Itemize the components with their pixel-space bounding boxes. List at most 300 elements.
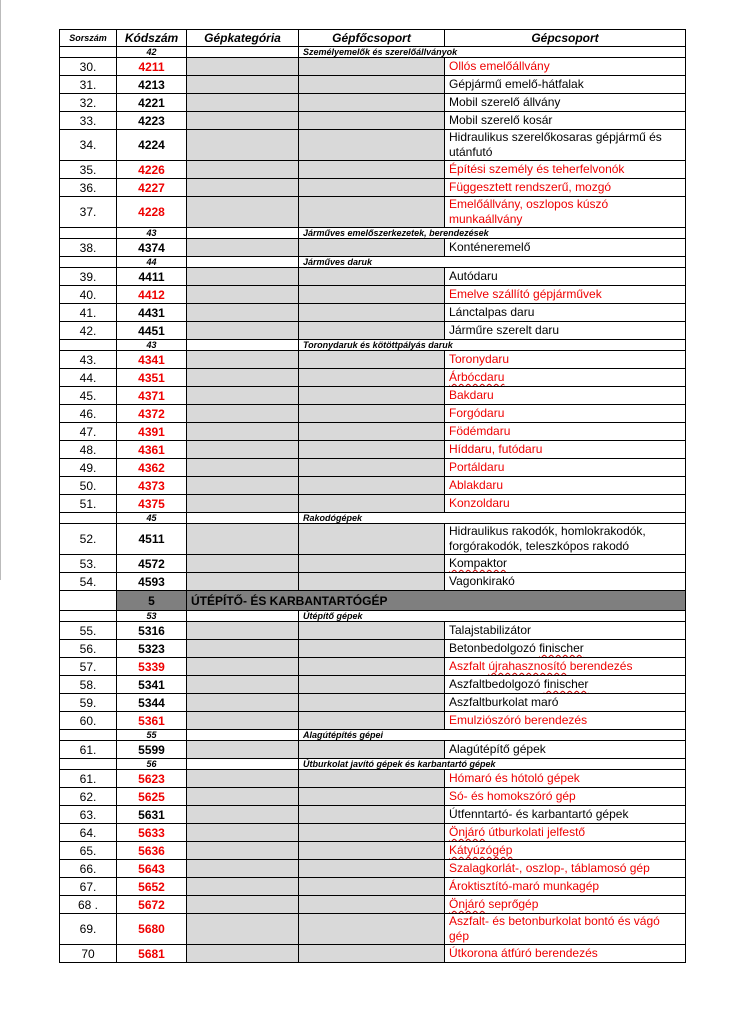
row-main-group-cell [299,94,445,112]
row-code: 5339 [117,658,187,676]
table-row [60,322,686,340]
section-title: Rakodógépek [299,513,686,524]
row-number: 54. [60,573,117,591]
row-code: 5341 [117,676,187,694]
row-group-name: Só- és homokszóró gép [445,788,686,806]
row-main-group-cell [299,112,445,130]
row-main-group-cell [299,573,445,591]
section-code: 45 [117,513,187,524]
section-title: Útépítő gépek [299,611,686,622]
section-row [60,730,686,741]
page-edge-line [0,0,1,580]
table-row [60,423,686,441]
section-number-cell [60,47,117,58]
row-group-name: Útkorona átfúró berendezés [445,945,686,963]
row-group-name: Szalagkorlát-, oszlop-, táblamosó gép [445,860,686,878]
row-number: 56. [60,640,117,658]
row-category-cell [187,179,299,197]
section-category-cell [187,257,299,268]
row-code: 4371 [117,387,187,405]
main-group-number-cell [60,591,117,611]
spellcheck-underline: finischer [539,641,584,655]
row-code: 4227 [117,179,187,197]
row-number: 31. [60,76,117,94]
section-title: Járműves emelőszerkezetek, berendezések [299,228,686,239]
row-category-cell [187,896,299,914]
header-gepfocsoport: Gépfőcsoport [299,30,445,47]
row-code: 5633 [117,824,187,842]
table-row [60,58,686,76]
row-group-name: Emulziószóró berendezés [445,712,686,730]
row-category-cell [187,945,299,963]
section-title: Személyemelők és szerelőállványok [299,47,686,58]
row-category-cell [187,622,299,640]
table-row [60,130,686,161]
row-number: 60. [60,712,117,730]
section-row [60,257,686,268]
table-row [60,94,686,112]
row-main-group-cell [299,945,445,963]
row-code: 4372 [117,405,187,423]
row-number: 70 [60,945,117,963]
row-code: 4593 [117,573,187,591]
section-title: Útburkolat javító gépek és karbantartó gépek [299,759,686,770]
row-number: 68 . [60,896,117,914]
row-group-name: Emelve szállító gépjárművek [445,286,686,304]
table-row [60,806,686,824]
table-row [60,387,686,405]
table-row [60,914,686,945]
table-row [60,573,686,591]
machine-category-table [59,29,686,963]
row-main-group-cell [299,860,445,878]
row-number: 66. [60,860,117,878]
section-row [60,513,686,524]
row-category-cell [187,441,299,459]
row-main-group-cell [299,555,445,573]
row-number: 46. [60,405,117,423]
row-category-cell [187,369,299,387]
row-code: 5623 [117,770,187,788]
table-row [60,694,686,712]
row-main-group-cell [299,896,445,914]
row-main-group-cell [299,405,445,423]
table-row [60,676,686,694]
row-number: 32. [60,94,117,112]
row-main-group-cell [299,788,445,806]
main-group-code: 5 [117,591,187,611]
row-main-group-cell [299,824,445,842]
row-number: 36. [60,179,117,197]
row-code: 5672 [117,896,187,914]
row-group-name: Emelőállvány, oszlopos kúszó munkaállvány [445,197,686,228]
section-row [60,759,686,770]
spellcheck-underline: Önjáró [449,897,486,911]
table-row [60,524,686,555]
row-group-name: Alagútépítő gépek [445,741,686,759]
row-main-group-cell [299,76,445,94]
table-row [60,741,686,759]
row-code: 5361 [117,712,187,730]
row-code: 5636 [117,842,187,860]
row-group-name: Konténeremelő [445,239,686,257]
row-category-cell [187,658,299,676]
spellcheck-underline: újrahasznosító [488,659,567,673]
table-row [60,369,686,387]
row-main-group-cell [299,179,445,197]
row-code: 4226 [117,161,187,179]
section-category-cell [187,340,299,351]
row-group-name: Önjáró útburkolati jelfestő [445,824,686,842]
table-row [60,896,686,914]
row-main-group-cell [299,239,445,257]
table-row [60,640,686,658]
row-category-cell [187,477,299,495]
row-category-cell [187,555,299,573]
row-code: 4391 [117,423,187,441]
row-code: 4511 [117,524,187,555]
row-code: 4412 [117,286,187,304]
section-code: 55 [117,730,187,741]
row-group-name: Aszfalt újrahasznosító berendezés [445,658,686,676]
header-gepkategoria: Gépkategória [187,30,299,47]
row-category-cell [187,712,299,730]
row-category-cell [187,130,299,161]
row-category-cell [187,806,299,824]
row-main-group-cell [299,58,445,76]
row-main-group-cell [299,441,445,459]
row-main-group-cell [299,694,445,712]
row-main-group-cell [299,640,445,658]
spellcheck-underline: Kátyúzógép [449,843,513,857]
section-number-cell [60,340,117,351]
row-category-cell [187,286,299,304]
row-category-cell [187,304,299,322]
header-kodszam: Kódszám [117,30,187,47]
row-group-name: Aszfaltbedolgozó finischer [445,676,686,694]
row-code: 4223 [117,112,187,130]
row-number: 48. [60,441,117,459]
row-code: 4362 [117,459,187,477]
row-number: 51. [60,495,117,513]
spellcheck-underline: Járműves [303,257,346,267]
row-main-group-cell [299,842,445,860]
section-row [60,611,686,622]
row-main-group-cell [299,423,445,441]
row-code: 5680 [117,914,187,945]
row-category-cell [187,770,299,788]
row-code: 4211 [117,58,187,76]
row-number: 58. [60,676,117,694]
row-group-name: Mobil szerelő állvány [445,94,686,112]
row-number: 67. [60,878,117,896]
row-group-name: Födémdaru [445,423,686,441]
section-number-cell [60,730,117,741]
row-number: 50. [60,477,117,495]
row-code: 4431 [117,304,187,322]
spellcheck-underline: Járműves [303,228,346,238]
row-group-name: Hidraulikus rakodók, homlokrakodók, forgórakodók, teleszkópos rakodó [445,524,686,555]
row-category-cell [187,405,299,423]
row-number: 61. [60,741,117,759]
row-main-group-cell [299,676,445,694]
section-category-cell [187,611,299,622]
row-code: 4374 [117,239,187,257]
row-category-cell [187,112,299,130]
row-main-group-cell [299,369,445,387]
row-group-name: Hómaró és hótoló gépek [445,770,686,788]
section-code: 43 [117,340,187,351]
row-group-name: Bakdaru [445,387,686,405]
table-row [60,945,686,963]
row-number: 55. [60,622,117,640]
section-title: Toronydaruk és kötöttpályás daruk [299,340,686,351]
row-number: 43. [60,351,117,369]
row-main-group-cell [299,741,445,759]
row-group-name: Járműre szerelt daru [445,322,686,340]
table-row [60,161,686,179]
row-code: 5681 [117,945,187,963]
main-group-title: ÚTÉPÍTŐ- ÉS KARBANTARTÓGÉP [187,591,686,611]
table-row [60,197,686,228]
row-group-name [445,369,686,387]
table-row [60,179,686,197]
row-category-cell [187,161,299,179]
table-row [60,112,686,130]
section-code: 44 [117,257,187,268]
row-code: 5323 [117,640,187,658]
spellcheck-underline: Önjáró [449,825,486,839]
row-main-group-cell [299,495,445,513]
spellcheck-underline: Kompaktor [449,556,508,570]
spellcheck-underline: finischer [543,677,589,691]
row-group-name: Portáldaru [445,459,686,477]
row-number: 38. [60,239,117,257]
table-row [60,658,686,676]
row-main-group-cell [299,197,445,228]
row-group-name [445,842,686,860]
row-code: 4341 [117,351,187,369]
table-row [60,441,686,459]
row-group-name: Aszfalt- és betonburkolat bontó és vágó gép [445,914,686,945]
row-code: 4361 [117,441,187,459]
row-group-name: Betonbedolgozó finischer [445,640,686,658]
section-code: 56 [117,759,187,770]
row-group-name: Építési személy és teherfelvonók [445,161,686,179]
row-main-group-cell [299,878,445,896]
row-group-name: Toronydaru [445,351,686,369]
row-number: 41. [60,304,117,322]
table-row [60,860,686,878]
row-main-group-cell [299,658,445,676]
row-main-group-cell [299,268,445,286]
row-category-cell [187,524,299,555]
row-number: 30. [60,58,117,76]
row-group-name [445,555,686,573]
row-number: 49. [60,459,117,477]
row-category-cell [187,197,299,228]
row-group-name: Mobil szerelő kosár [445,112,686,130]
row-main-group-cell [299,770,445,788]
row-category-cell [187,860,299,878]
row-main-group-cell [299,712,445,730]
row-code: 4221 [117,94,187,112]
row-category-cell [187,741,299,759]
row-group-name: Forgódaru [445,405,686,423]
row-category-cell [187,676,299,694]
row-code: 5599 [117,741,187,759]
row-category-cell [187,423,299,441]
table-row [60,459,686,477]
row-group-name: Talajstabilizátor [445,622,686,640]
row-number: 59. [60,694,117,712]
row-category-cell [187,824,299,842]
row-code: 5631 [117,806,187,824]
row-group-name: Önjáró seprőgép [445,896,686,914]
row-number: 69. [60,914,117,945]
row-category-cell [187,788,299,806]
row-main-group-cell [299,524,445,555]
row-number: 40. [60,286,117,304]
section-row [60,340,686,351]
row-number: 64. [60,824,117,842]
table-row [60,304,686,322]
row-category-cell [187,322,299,340]
row-group-name: Hidraulikus szerelőkosaras gépjármű és utánfutó [445,130,686,161]
row-category-cell [187,58,299,76]
row-code: 5652 [117,878,187,896]
main-group-row [60,591,686,611]
row-number: 62. [60,788,117,806]
row-code: 4213 [117,76,187,94]
row-code: 4451 [117,322,187,340]
table-row [60,622,686,640]
row-code: 4373 [117,477,187,495]
table-row [60,824,686,842]
row-category-cell [187,76,299,94]
row-main-group-cell [299,459,445,477]
row-number: 52. [60,524,117,555]
section-number-cell [60,257,117,268]
row-number: 44. [60,369,117,387]
section-number-cell [60,611,117,622]
header-row [60,30,686,47]
section-number-cell [60,759,117,770]
row-code: 4224 [117,130,187,161]
section-code: 53 [117,611,187,622]
row-group-name: Útfenntartó- és karbantartó gépek [445,806,686,824]
row-main-group-cell [299,914,445,945]
row-main-group-cell [299,622,445,640]
section-category-cell [187,228,299,239]
row-group-name: Ároktisztító-maró munkagép [445,878,686,896]
table-row [60,405,686,423]
row-code: 4228 [117,197,187,228]
spellcheck-underline: Árbócdaru [449,370,505,384]
row-main-group-cell [299,806,445,824]
row-category-cell [187,878,299,896]
section-category-cell [187,730,299,741]
row-code: 5344 [117,694,187,712]
table-row [60,268,686,286]
row-number: 61. [60,770,117,788]
row-number: 37. [60,197,117,228]
section-row [60,228,686,239]
row-group-name: Konzoldaru [445,495,686,513]
table-row [60,555,686,573]
row-number: 39. [60,268,117,286]
section-title: Alagútépítés gépei [299,730,686,741]
row-category-cell [187,94,299,112]
table-row [60,712,686,730]
row-number: 35. [60,161,117,179]
row-number: 45. [60,387,117,405]
table-row [60,770,686,788]
row-main-group-cell [299,304,445,322]
table-row [60,495,686,513]
row-main-group-cell [299,477,445,495]
table-row [60,878,686,896]
row-group-name: Autódaru [445,268,686,286]
row-number: 65. [60,842,117,860]
row-code: 4411 [117,268,187,286]
row-main-group-cell [299,387,445,405]
row-code: 4572 [117,555,187,573]
row-group-name: Lánctalpas daru [445,304,686,322]
row-category-cell [187,640,299,658]
section-category-cell [187,47,299,58]
section-row [60,47,686,58]
row-code: 4375 [117,495,187,513]
row-category-cell [187,694,299,712]
row-main-group-cell [299,322,445,340]
table-row [60,239,686,257]
row-number: 34. [60,130,117,161]
section-code: 43 [117,228,187,239]
row-category-cell [187,351,299,369]
section-category-cell [187,759,299,770]
row-group-name: Gépjármű emelő-hátfalak [445,76,686,94]
row-main-group-cell [299,161,445,179]
table-body [60,47,686,963]
table-row [60,477,686,495]
table-row [60,842,686,860]
row-code: 5625 [117,788,187,806]
row-group-name: Függesztett rendszerű, mozgó [445,179,686,197]
row-number: 57. [60,658,117,676]
row-group-name: Híddaru, futódaru [445,441,686,459]
table-row [60,351,686,369]
row-group-name: Vagonkirakó [445,573,686,591]
section-number-cell [60,228,117,239]
section-title: Járműves daruk [299,257,686,268]
table-row [60,76,686,94]
row-main-group-cell [299,130,445,161]
table-row [60,286,686,304]
row-category-cell [187,842,299,860]
header-sorszam: Sorszám [60,30,117,47]
row-group-name: Ablakdaru [445,477,686,495]
row-category-cell [187,459,299,477]
row-code: 5643 [117,860,187,878]
row-group-name: Ollós emelőállvány [445,58,686,76]
section-code: 42 [117,47,187,58]
row-category-cell [187,239,299,257]
row-main-group-cell [299,351,445,369]
row-category-cell [187,387,299,405]
row-code: 4351 [117,369,187,387]
row-number: 53. [60,555,117,573]
